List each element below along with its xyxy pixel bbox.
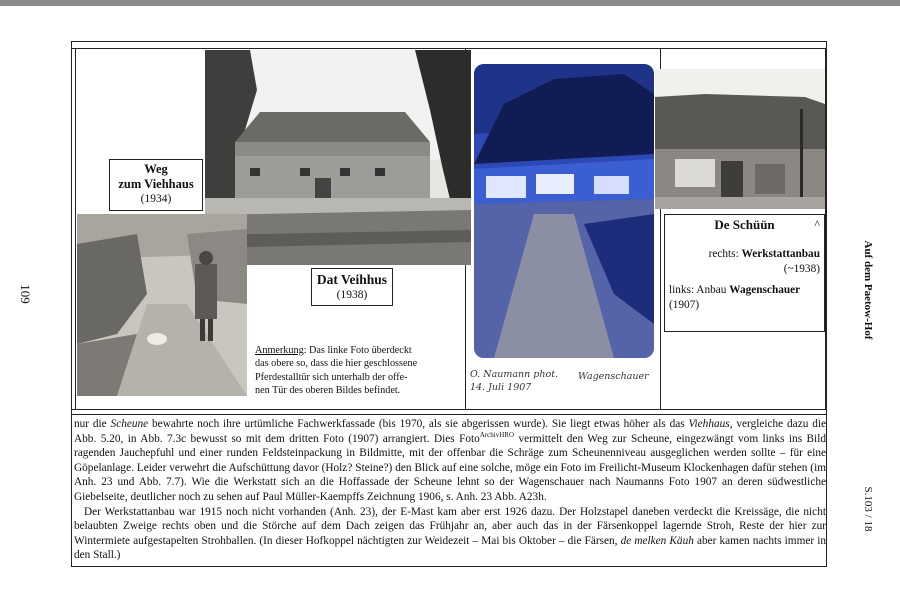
photo-weg-zum-viehhaus-1934 — [77, 214, 247, 396]
page-number: 109 — [18, 284, 33, 304]
figure-left-rule — [75, 48, 76, 409]
caption-rechts-name: Werkstattanbau — [741, 248, 820, 260]
chapter-title: Auf dem Paetow-Hof — [862, 240, 874, 340]
caption-de-schueuen — [664, 214, 825, 332]
scan-top-edge — [0, 0, 900, 6]
annotation-line-2: das obere so, dass die hier geschlossene — [255, 358, 418, 370]
frame-top-rule — [71, 48, 827, 49]
caption-links-year: (1907) — [669, 299, 700, 311]
paragraph-1: nur die Scheune bewahrte noch ihre urtümliche Fachwerkfassade (bis 1970, als sie abgerissen wurde). Sie liegt etwas höher als das Viehhaus, vergleiche dazu die Abb. 5.20, in Abb. 7.3c bewusst so mit dem dritten Foto (1907) arrangiert. Dies Foto$^{ArchivHRO}$ vermittelt den Weg zur Scheune, eingezwängt vom links ins Bild ragenden Jauchepfuhl und einer runden Feldsteinpackung in Bildmitte, mit der offenbar die Schräge zum Scheunenniveau ausgeglichen werden sollte – für eine Göpelanlage. Leider verwehrt die Aufschüttung davor (Holz? Steine?) den Blick auf eine solche, möge ein Foto im Freilicht-Museum Klockenhagen dafür stehen (im Anh. 23 und Abb. 7.7). Wie die Werkstatt sich an die Hoffassade der Scheune lehnt so der Wagenschauer nach Naumanns Foto 1907 an deren südwestliche Giebelseite, deutlicher noch zu sehen auf Paul Müller-Kaempffs Zeichnung 1906, s. Anh. 23 Abb. A23h. — [74, 418, 826, 503]
caption-rechts-year: (~1938) — [783, 263, 820, 275]
figure-right-rule — [825, 48, 826, 409]
caption-dat-veihhus — [311, 268, 393, 306]
handwriting-wagenschauer: Wagenschauer — [578, 371, 649, 382]
handwriting-date: 14. Juli 1907 — [470, 382, 532, 393]
photo-de-schueuen — [655, 69, 825, 209]
caption-links-name: Wagenschauer — [729, 284, 801, 296]
page-reference: S.103 / 18 — [862, 486, 874, 532]
paragraph-2: Der Werkstattanbau war 1915 noch nicht vorhanden (Anh. 23), der E-Mast kam aber erst 1926 dazu. Der Holzstapel daneben verdeckt die Kreissäge, die nicht belaubten Zweige rechts oben und die Störche auf dem Dach zeigen das Frühjahr an, aber auch das in der Färsenkoppel lagernde Stroh, Reste der hier zur Wintermiete aufgestapelten Strohballen. (In dieser Hofkoppel nächtigten zur Weidezeit – Mai bis Oktober – die Färsen, de melken Käuh aber kamen nachts immer in den Stall.) — [74, 505, 827, 562]
caption-schueuen-marker: ^ — [814, 217, 820, 231]
caption-schueuen-title: De Schüün — [714, 217, 775, 232]
annotation-line-1: : Das linke Foto überdeckt — [303, 345, 412, 356]
caption-rechts-prefix: rechts: — [708, 248, 742, 260]
caption-weg-line2: zum Viehhaus — [118, 177, 194, 191]
caption-weg-year: (1934) — [140, 193, 172, 205]
figure-bottom-rule — [71, 409, 827, 410]
caption-veihhus-title: Dat Veihhus — [316, 272, 388, 287]
annotation-label: Anmerkung — [255, 345, 304, 356]
caption-weg-line1: Weg — [144, 162, 168, 176]
photo-scheune-1907 — [474, 64, 654, 358]
text-top-rule — [71, 414, 827, 415]
caption-veihhus-year: (1938) — [336, 289, 368, 301]
caption-weg-zum-viehhaus — [109, 159, 203, 211]
annotation-line-4: nen Tür des oberen Bildes befindet. — [255, 384, 401, 396]
annotation-line-3: Pferdestalltür sich unterhalb der offe- — [255, 371, 408, 383]
caption-links-prefix: links: Anbau — [669, 284, 730, 296]
handwriting-photographer: O. Naumann phot. — [470, 369, 559, 380]
body-text — [74, 417, 826, 563]
annotation-note — [255, 344, 460, 397]
